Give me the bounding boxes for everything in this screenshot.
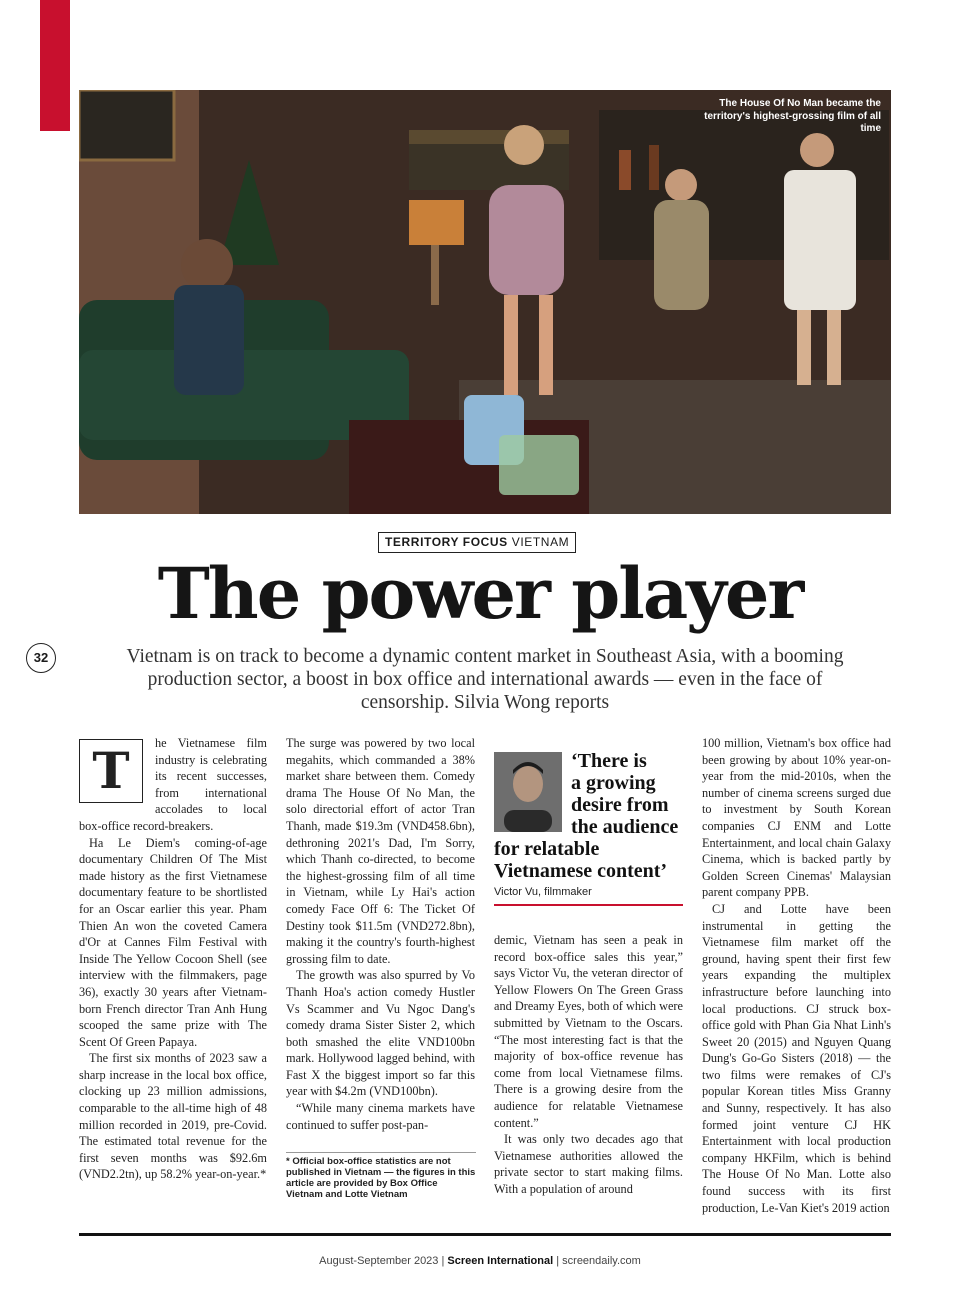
pull-quote-line: the audience (571, 816, 679, 838)
paragraph: 100 million, Vietnam's box office had been growing by about 10% year-on-year from the mid-2010s, when the number of cinema screens surged due to investment by South Korean companies CJ ENM and Lotte Entertainment, and local chain Galaxy Cinema, which is backed partly by Golden Screen Cinemas' Malaysian parent company PPB. (702, 736, 891, 900)
box-office-footnote: * Official box-office statistics are not published in Vietnam — the figures in this article are provided by Box Office Vietnam and Lotte Vietnam (286, 1152, 476, 1200)
paragraph: he Vietnamese film industry is celebrating its recent successes, from international accolades to local box-office record-breakers. (79, 736, 267, 833)
footer-separator: | (556, 1255, 560, 1267)
paragraph: The first six months of 2023 saw a sharp increase in the local box office, clocking up 23 million admissions, comparable to the all-time high of 48 million recorded in 2019, pre-Covid. The estimated total revenue for the first seven months was $92.6m (VND2.2tn), up 58.2% year-on-year.* (79, 1051, 267, 1182)
footer-brand: Screen International (447, 1255, 554, 1267)
pull-quote-line: desire from (571, 794, 669, 816)
paragraph: The growth was also spurred by Vo Thanh Hoa's action comedy Hustler Vs Scammer and Vu Ngoc Dang's comedy drama Sister Sister 2, which both smashed the elite VND100bn mark. Hollywood lagged behind, with Fast X the biggest import so far this year with $4.2m (VND100bn). (286, 968, 475, 1099)
pull-quote-rule (494, 904, 683, 906)
portrait-illustration (494, 752, 562, 832)
article-column-1 (79, 735, 267, 1183)
section-kicker (378, 532, 576, 553)
footer-site-link[interactable]: screendaily.com (562, 1255, 641, 1267)
headline: The power player (157, 552, 803, 635)
pull-quote-box (494, 750, 683, 898)
paragraph: “While many cinema markets have continued to suffer post-pan- (286, 1101, 475, 1132)
film-still-illustration (79, 90, 891, 514)
photo-caption: The House Of No Man became the territory's highest-grossing film of all time (704, 98, 881, 134)
pull-quote-line: a growing (571, 772, 656, 794)
paragraph: Ha Le Diem's coming-of-age documentary Children Of The Mist made history as the first Vietnamese documentary feature to be shortlisted for an Oscar earlier this year. Pham Thien An won the coveted Camera d'Or at Cannes Film Festival with Inside The Yellow Cocoon Shell (see interview with the filmmakers, page 36), exactly 30 years after Vietnam-born French director Tran Anh Hung scooped the same prize with The Scent Of Green Papaya. (79, 835, 267, 1049)
paragraph: The surge was powered by two local megahits, which commanded a 38% market share between them. Comedy drama The House Of No Man, the solo directorial effort of actor Tran Thanh, made $19.3m (VND458.6bn), dethroning 2021's Dad, I'm Sorry, which Thanh co-directed, to become the highest-grossing film of all time in Vietnam, while Ly Hai's action comedy Face Off 6: The Ticket Of Destiny took $11.5m (VND272.8bn), making it the country's fourth-highest grossing film to date. (286, 736, 475, 966)
page-footer (0, 1255, 960, 1267)
drop-cap: T (79, 739, 143, 803)
footer-separator: | (441, 1255, 445, 1267)
paragraph: demic, Vietnam has seen a peak in record box-office sales this year,” says Victor Vu, the veteran director of Yellow Flowers On The Green Grass and Dreamy Eyes, both of which were submitted by Vietnam to the Oscars. “The most interesting fact is that the majority of box-office revenue has come from local Vietnamese films. There is a growing desire from the audience for relatable Vietnamese content.” (494, 933, 683, 1130)
filmmaker-portrait (494, 752, 562, 832)
pull-quote-line: for relatable (494, 838, 600, 860)
paragraph: It was only two decades ago that Vietnamese authorities allowed the private sector to start making films. With a population of around (494, 1132, 683, 1196)
article-column-2 (286, 735, 475, 1133)
footer-rule (79, 1233, 891, 1236)
footer-issue: August-September 2023 (319, 1255, 439, 1267)
pull-quote-line: Vietnamese content’ (494, 860, 668, 882)
standfirst: Vietnam is on track to become a dynamic content market in Southeast Asia, with a booming production sector, a boost in box office and international awards — even in the face of censorship. Silvia Wong reports (126, 646, 844, 713)
paragraph: CJ and Lotte have been instrumental in getting the Vietnamese film market off the ground, having spent their first few years expanding the multiplex infrastructure before launching into local productions. CJ struck box-office gold with Phan Gia Nhat Linh's Sweet 20 (2015) and Nguyen Quang Dung's Go-Go Sisters (2018) — the two films were remakes of CJ's popular Korean titles Miss Granny and Sunny, respectively. It has also formed joint venture CJ HK Entertainment with local production company HKFilm, which is behind The House Of No Man. Lotte also found success with its first production, Le-Van Kiet's 2019 action (702, 901, 891, 1215)
article-column-4 (702, 735, 891, 1216)
pull-quote-line: ‘There is (571, 750, 647, 772)
film-still-photo (79, 90, 891, 514)
kicker-section: TERRITORY FOCUS (385, 535, 508, 549)
article-column-3 (494, 932, 683, 1198)
pull-quote-credit: Victor Vu, filmmaker (494, 886, 592, 898)
page-number: 32 (26, 643, 56, 673)
red-accent-bar (40, 0, 70, 131)
kicker-country: VIETNAM (511, 535, 570, 549)
